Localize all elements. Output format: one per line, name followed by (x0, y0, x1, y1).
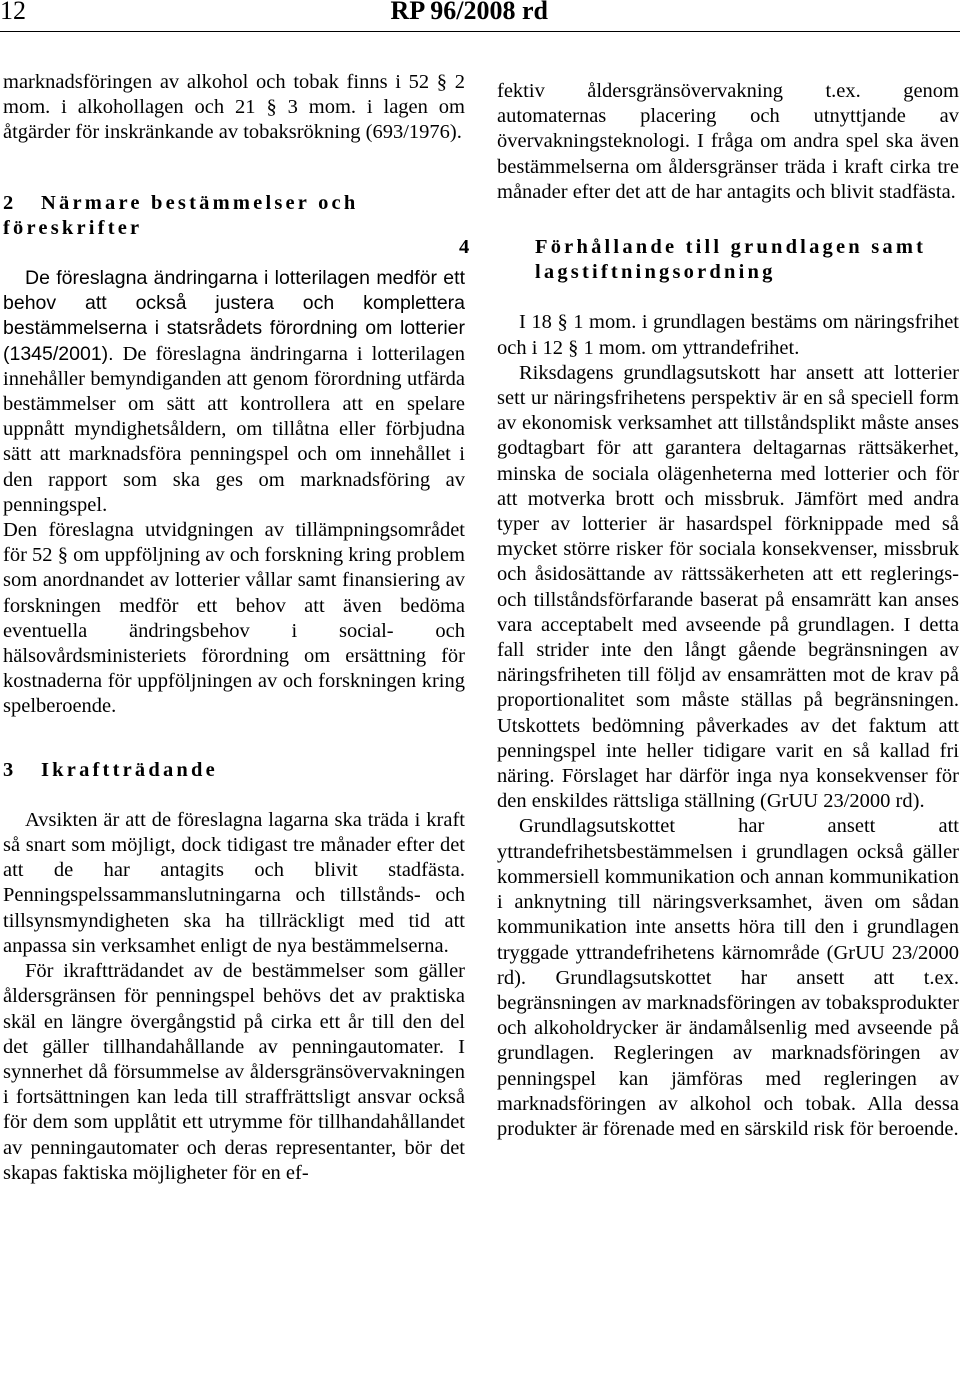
paragraph-age-control: fektiv åldersgränsövervakning t.ex. genom automaternas placering och utnyttjande av övervakningsteknologi. I fråga om andra spel ska även bestämmelserna om åldersgränser träda i kraft cirka tre månader efter det att de har antagits och blivit stadfästa. (497, 80, 959, 203)
right-column (459, 79, 959, 1142)
section-heading-4 (459, 235, 959, 285)
section-title: Närmare bestämmelser och föreskrifter (3, 191, 359, 239)
paragraph-regulations (3, 266, 465, 518)
paragraph-entry-into-force: Avsikten är att de föreslagna lagarna ska träda i kraft så snart som möjligt, dock tidigast tre månader efter det att de har antagits och blivit stadfästa. Penningspelssammanslutningarna och tillstånds- och tillsynsmyndigheten ska ha tillräckligt med tid att anpassa sin verksamhet enligt de nya bestämmelserna. (3, 808, 465, 957)
section-title: Ikraftträdande (41, 758, 218, 781)
paragraph-regulations-a: De föreslagna ändringarna i lotterilagen medför ett behov att också justera och komplettera bestämmelserna i statsrådets förordning om lotterier (1345/2001). (3, 267, 465, 365)
header-rule (0, 31, 960, 32)
section-heading-3 (3, 758, 465, 783)
paragraph-transition-period: För ikraftträdandet av de bestämmelser som gäller åldersgränsen för penningspel behövs det av praktiska skäl en längre övergångstid på cirka ett år till den del det gäller tillhandahållande av penningautomater. I synnerhet då försummelse av åldersgränsövervakningen i fortsättningen kan leda till straffrättsligt ansvar också för dem som upplåtit ett utrymme för tillhandahållandet av penningautomater och deras representanter, bör det skapas faktiska möjligheter för en ef- (3, 960, 465, 1184)
paragraph-research-scope: Den föreslagna utvidgningen av tillämpningsområdet för 52 § om uppföljning av och forskning kring problem som anordnandet av lotterier vållar samt finansiering av forskningen medför ett behov att även bedöma eventuella ändringsbehov i social- och hälsovårdsministeriets förordning om ersättning för kostnaderna för uppföljningen av och forskningen kring spelberoende. (3, 519, 465, 718)
paragraph-regulations-b: De föreslagna ändringarna i lotterilagen innehåller bemyndiganden att genom förordning utfärda bestämmelser om sätt att kontrollera att en spelare uppnått myndighetsåldern, om tillåtna eller förbjudna sätt att marknadsföra penningspel och om innehållet i den rapport som ska ges om marknadsföring av penningspel. (3, 342, 465, 516)
document-reference: RP 96/2008 rd (390, 0, 548, 25)
section-heading-2 (3, 191, 465, 241)
section-title: Förhållande till grundlagen samt lagstiftningsordning (535, 236, 927, 284)
paragraph-committee-expression: Grundlagsutskottet har ansett att yttrandefrihetsbestämmelsen i grundlagen också gäller kommersiell kommunikation och annan kommunikation i anknytning till näringsverksamhet, även om sådan kommunikation inte ansetts höra till den i grundlagen tryggade yttrandefrihetens kärnområde (GrUU 23/2000 rd). Grundlagsutskottet har ansett att t.ex. begränsningen av marknadsföringen av tobaksprodukter och alkoholdrycker är ändamålsenlig med avseende på grundlagen. Regleringen av marknadsföringen av penningspel kan jämföras med regleringen av marknadsföringen av alkohol och tobak. Alla dessa produkter är förenade med en särskild risk för beroende. (497, 815, 959, 1140)
paragraph-marketing-laws: marknadsföringen av alkohol och tobak finns i 52 § 2 mom. i alkohollagen och 21 § 3 mom. i lagen om åtgärder för inskränkande av tobaksrökning (693/1976). (3, 71, 465, 144)
section-number: 4 (459, 236, 470, 259)
paragraph-constitution: I 18 § 1 mom. i grundlagen bestäms om näringsfrihet och i 12 § 1 mom. om yttrandefrihet. (497, 311, 959, 359)
section-number: 2 (3, 191, 14, 214)
left-column (3, 70, 465, 1186)
section-number: 3 (3, 758, 14, 781)
paragraph-committee-lotteries: Riksdagens grundlagsutskott har ansett att lotterier sett ur näringsfrihetens perspektiv är en så speciell form av ekonomisk verksamhet att tillståndsplikt måste anses godtagbart för att garantera deltagarnas rättsäkerhet, minska de sociala olägenheterna med lotterier och för att motverka brott och missbruk. Jämfört med andra typer av lotterier är hasardspel förknippade med så mycket större risker för sociala konsekvenser, missbruk och åsidosättande av rättssäkerheten att ett reglerings- och tillståndsförfarande baserat på ensamrätt kan anses vara acceptabelt med avseende på grundlagen. I detta fall strider inte den långt gående begränsningen av näringsfriheten till följd av ensamrätten mot de krav på proportionalitet som måste ställas på begränsningen. Utskottets bedömning påverkades av det faktum att penningspel inte heller tidigare varit en så kallad fri näring. Förslaget har därför inga nya konsekvenser för den enskildes rättsliga ställning (GrUU 23/2000 rd). (497, 361, 959, 813)
page-number: 12 (0, 0, 26, 25)
